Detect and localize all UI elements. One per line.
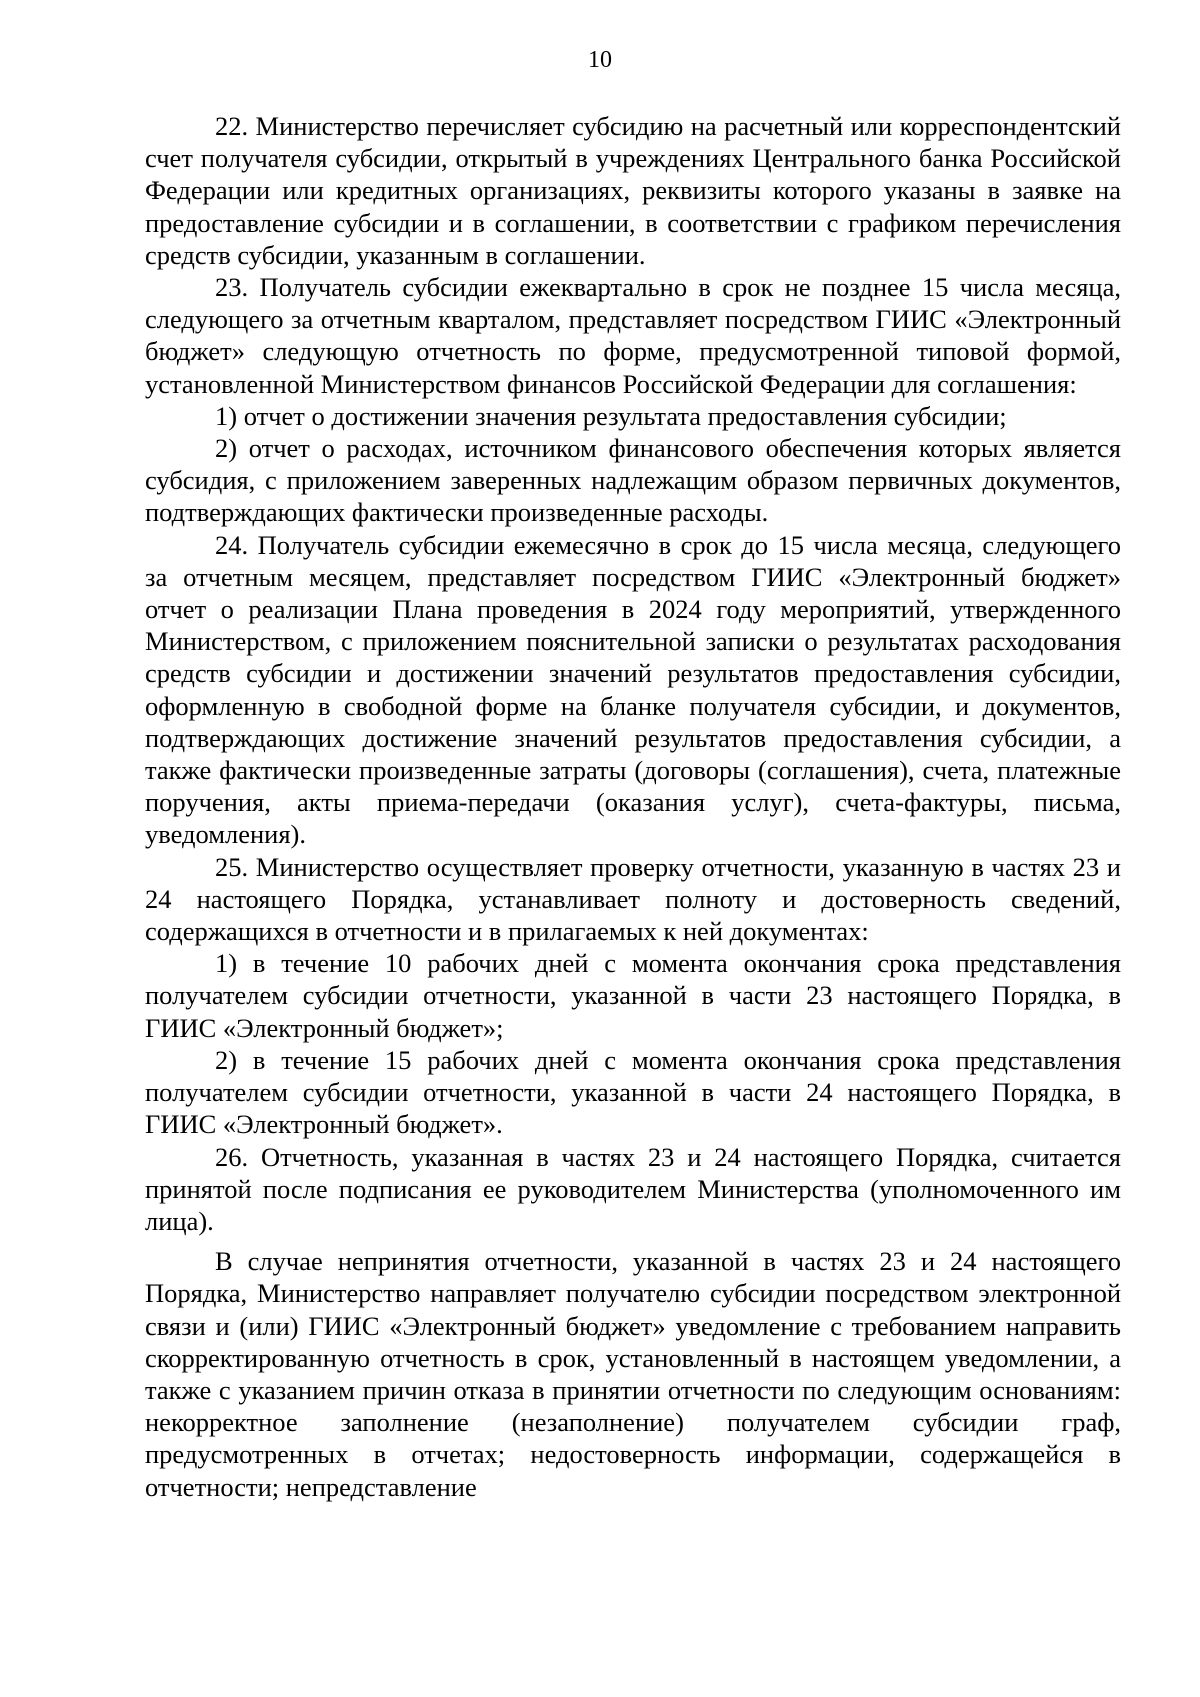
paragraph-26: 26. Отчетность, указанная в частях 23 и 24 настоящего Порядка, считается принятой после подписания ее руководителем Министерства (уполномоченного им лица).: [145, 1141, 1121, 1236]
paragraph-23-item-1: 1) отчет о достижении значения результата предоставления субсидии;: [215, 400, 1007, 431]
paragraph-25-item-2: 2) в течение 15 рабочих дней с момента окончания срока представления получателем субсидии отчетности, указанной в части 24 настоящего Порядка, в ГИИС «Электронный бюджет».: [145, 1044, 1121, 1140]
paragraph-22: 22. Министерство перечисляет субсидию на расчетный или корреспондентский счет получателя субсидии, открытый в учреждениях Центрального банка Российской Федерации или кредитных организациях, реквизиты которого указаны в заявке на предоставление субсидии и в соглашении, в соответствии с графиком перечисления средств субсидии, указанным в соглашении.: [145, 111, 1121, 270]
document-body: [145, 110, 1121, 1503]
paragraph-25-item-1: 1) в течение 10 рабочих дней с момента окончания срока представления получателем субсидии отчетности, указанной в части 23 настоящего Порядка, в ГИИС «Электронный бюджет»;: [145, 948, 1121, 1043]
paragraph-23: 23. Получатель субсидии ежеквартально в срок не позднее 15 числа месяца, следующего за отчетным кварталом, представляет посредством ГИИС «Электронный бюджет» следующую отчетность по форме, предусмотренной типовой формой, установленной Министерством финансов Российской Федерации для соглашения:: [145, 272, 1121, 399]
paragraph-26-continuation: В случае непринятия отчетности, указанной в частях 23 и 24 настоящего Порядка, Министерство направляет получателю субсидии посредством электронной связи и (или) ГИИС «Электронный бюджет» уведомление с требованием направить скорректированную отчетность в срок, установленный в настоящем уведомлении, а также с указанием причин отказа в принятии отчетности по следующим основаниям: некорректное заполнение (незаполнение) получателем субсидии граф, предусмотренных в отчетах; недостоверность информации, содержащейся в отчетности; непредставление: [145, 1246, 1121, 1502]
paragraph-23-item-2: 2) отчет о расходах, источником финансового обеспечения которых является субсидия, с приложением заверенных надлежащим образом первичных документов, подтверждающих фактически произведенные расходы.: [145, 433, 1121, 528]
paragraph-25: 25. Министерство осуществляет проверку отчетности, указанную в частях 23 и 24 настоящего Порядка, устанавливает полноту и достоверность сведений, содержащихся в отчетности и в прилагаемых к ней документах:: [145, 851, 1121, 947]
page-number: 10: [588, 47, 612, 73]
paragraph-24: 24. Получатель субсидии ежемесячно в срок до 15 числа месяца, следующего за отчетным месяцем, представляет посредством ГИИС «Электронный бюджет» отчет о реализации Плана проведения в 2024 году мероприятий, утвержденного Министерством, с приложением пояснительной записки о результатах расходования средств субсидии и достижении значений результатов предоставления субсидии, оформленную в свободной форме на бланке получателя субсидии, и документов, подтверждающих достижение значений результатов предоставления субсидии, а также фактически произведенные затраты (договоры (соглашения), счета, платежные поручения, акты приема-передачи (оказания услуг), счета-фактуры, письма, уведомления).: [145, 529, 1121, 850]
